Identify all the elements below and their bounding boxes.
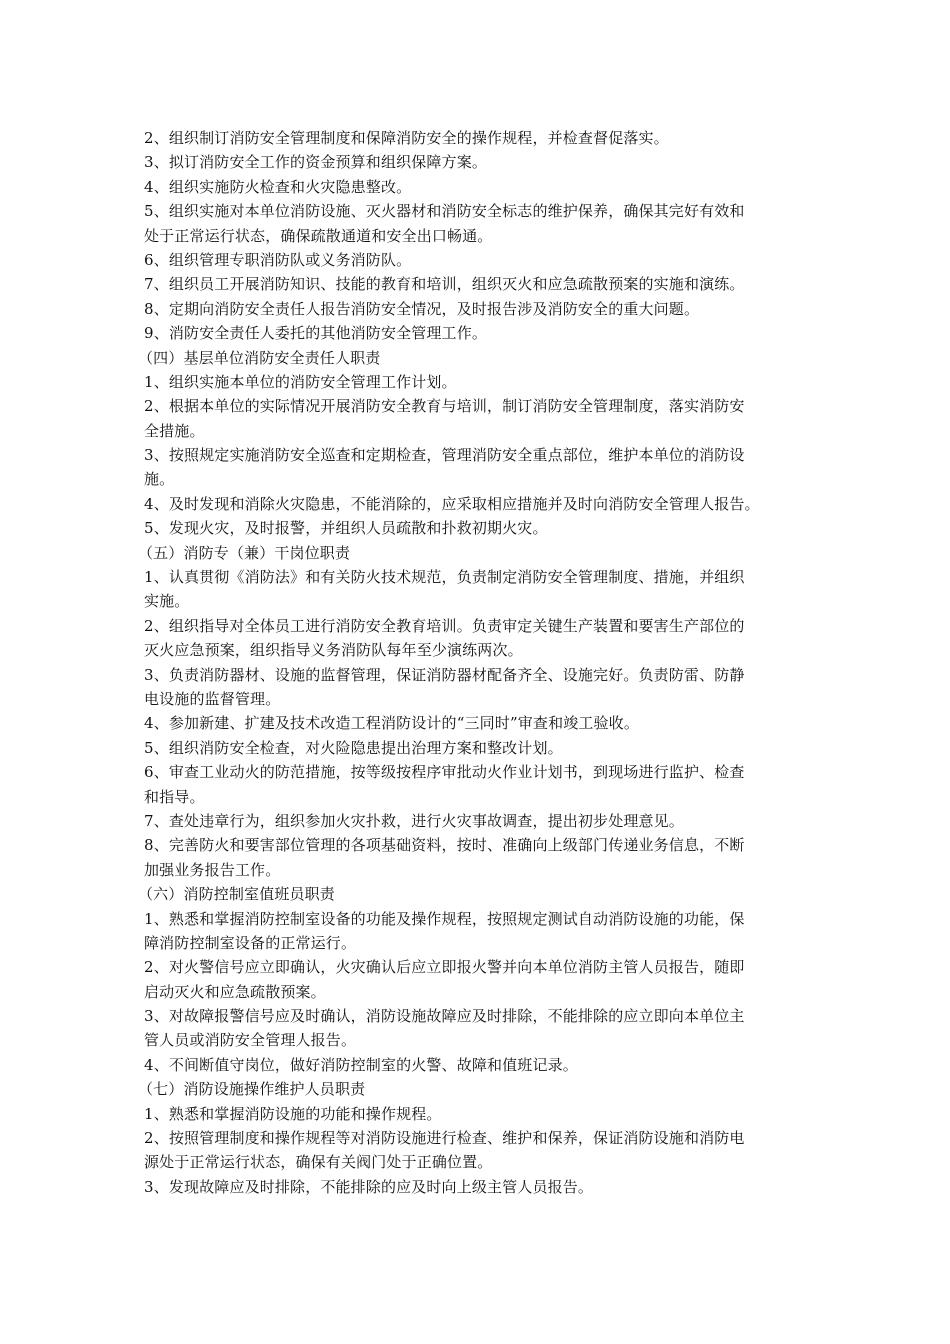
text-line: 启动灭火和应急疏散预案。 — [144, 982, 326, 1001]
text-line: 4、不间断值守岗位，做好消防控制室的火警、故障和值班记录。 — [144, 1055, 578, 1074]
text-line: 源处于正常运行状态，确保有关阀门处于正确位置。 — [144, 1153, 493, 1172]
text-line: 和指导。 — [144, 787, 205, 806]
text-line: 实施。 — [144, 592, 190, 611]
text-line: 6、组织管理专职消防队或义务消防队。 — [144, 250, 412, 269]
text-line: 1、认真贯彻《消防法》和有关防火技术规范，负责制定消防安全管理制度、措施，并组织 — [144, 568, 745, 587]
text-line: 2、按照管理制度和操作规程等对消防设施进行检查、维护和保养，保证消防设施和消防电 — [144, 1129, 745, 1148]
text-line: 3、负责消防器材、设施的监督管理，保证消防器材配备齐全、设施完好。负责防雷、防静 — [144, 665, 745, 684]
text-line: 3、发现故障应及时排除，不能排除的应及时向上级主管人员报告。 — [144, 1177, 594, 1196]
text-line: 8、定期向消防安全责任人报告消防安全情况，及时报告涉及消防安全的重大问题。 — [144, 299, 700, 318]
text-line: 处于正常运行状态，确保疏散通道和安全出口畅通。 — [144, 226, 493, 245]
text-line: 8、完善防火和要害部位管理的各项基础资料，按时、准确向上级部门传递业务信息，不断 — [144, 836, 745, 855]
document-body — [138, 126, 824, 1199]
text-line: 5、组织消防安全检查，对火险隐患提出治理方案和整改计划。 — [144, 738, 563, 757]
text-line: 管人员或消防安全管理人报告。 — [144, 1031, 357, 1050]
text-line: 2、组织制订消防安全管理制度和保障消防安全的操作规程，并检查督促落实。 — [144, 129, 669, 147]
text-line: 4、参加新建、扩建及技术改造工程消防设计的“三同时”审查和竣工验收。 — [144, 714, 639, 733]
text-line: 3、对故障报警信号应及时确认，消防设施故障应及时排除，不能排除的应立即向本单位主 — [144, 1007, 745, 1026]
section-heading: （四）基层单位消防安全责任人职责 — [138, 348, 381, 367]
text-line: 施。 — [144, 470, 175, 489]
text-line: 1、组织实施本单位的消防安全管理工作计划。 — [144, 372, 457, 391]
text-line: 9、消防安全责任人委托的其他消防安全管理工作。 — [144, 324, 487, 343]
text-line: 5、发现火灾，及时报警，并组织人员疏散和扑救初期火灾。 — [144, 519, 548, 538]
text-line: 7、查处违章行为，组织参加火灾扑救，进行火灾事故调查，提出初步处理意见。 — [144, 811, 684, 830]
text-line: 5、组织实施对本单位消防设施、灭火器材和消防安全标志的维护保养，确保其完好有效和 — [144, 202, 745, 221]
section-heading: （七）消防设施操作维护人员职责 — [138, 1080, 366, 1099]
section-heading: （六）消防控制室值班员职责 — [138, 885, 335, 904]
text-line: 2、对火警信号应立即确认，火灾确认后应立即报火警并向本单位消防主管人员报告，随即 — [144, 958, 745, 977]
text-line: 2、根据本单位的实际情况开展消防安全教育与培训，制订消防安全管理制度，落实消防安 — [144, 397, 745, 416]
text-line: 灭火应急预案，组织指导义务消防队每年至少演练两次。 — [144, 641, 523, 660]
text-line: 3、拟订消防安全工作的资金预算和组织保障方案。 — [144, 153, 487, 172]
text-line: 2、组织指导对全体员工进行消防安全教育培训。负责审定关键生产装置和要害生产部位的 — [144, 616, 745, 635]
text-line: 1、熟悉和掌握消防设施的功能和操作规程。 — [144, 1104, 442, 1123]
text-line: 4、及时发现和消除火灾隐患，不能消除的，应采取相应措施并及时向消防安全管理人报告。 — [144, 494, 760, 513]
text-line: 7、组织员工开展消防知识、技能的教育和培训，组织灭火和应急疏散预案的实施和演练。 — [144, 275, 745, 294]
text-line: 4、组织实施防火检查和火灾隐患整改。 — [144, 177, 412, 196]
text-line: 6、审查工业动火的防范措施，按等级按程序审批动火作业计划书，到现场进行监护、检查 — [144, 763, 745, 782]
text-line: 电设施的监督管理。 — [144, 689, 281, 708]
text-line: 3、按照规定实施消防安全巡查和定期检查，管理消防安全重点部位，维护本单位的消防设 — [144, 446, 745, 465]
section-heading: （五）消防专（兼）干岗位职责 — [138, 543, 351, 562]
text-line: 加强业务报告工作。 — [144, 860, 281, 879]
text-line: 全措施。 — [144, 421, 205, 440]
text-line: 障消防控制室设备的正常运行。 — [144, 933, 357, 952]
text-line: 1、熟悉和掌握消防控制室设备的功能及操作规程，按照规定测试自动消防设施的功能，保 — [144, 909, 745, 928]
